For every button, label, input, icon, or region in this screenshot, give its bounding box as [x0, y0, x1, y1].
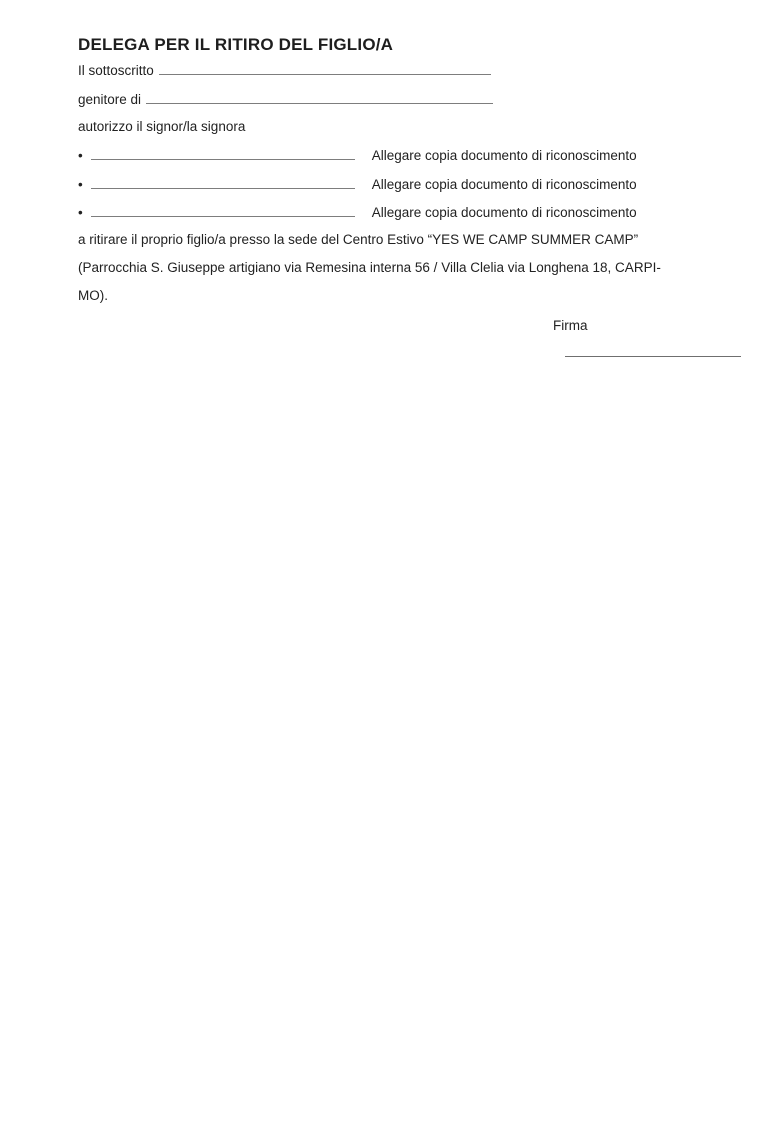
body-text-line-1: a ritirare il proprio figlio/a presso la sede del Centro Estivo “YES WE CAMP SUMMER CAMP” — [78, 232, 639, 247]
body-paragraph-line — [78, 232, 638, 247]
bullet-icon: • — [78, 177, 83, 192]
attach-document-note: Allegare copia documento di riconoscimento — [371, 205, 637, 220]
parent-label: genitore di — [78, 92, 142, 107]
delegate-name-fill-line-1[interactable] — [91, 147, 355, 160]
body-paragraph-line — [78, 288, 108, 303]
parent-row — [78, 91, 493, 107]
authorize-row — [78, 119, 245, 134]
body-paragraph-line — [78, 260, 661, 275]
signature-label: Firma — [553, 318, 588, 333]
document-title: DELEGA PER IL RITIRO DEL FIGLIO/A — [78, 35, 394, 55]
child-name-fill-line[interactable] — [146, 91, 493, 104]
delegate-row — [78, 204, 637, 220]
attach-document-note: Allegare copia documento di riconoscimento — [371, 148, 637, 163]
delegate-name-fill-line-3[interactable] — [91, 204, 355, 217]
body-text-line-2: (Parrocchia S. Giuseppe artigiano via Remesina interna 56 / Villa Clelia via Longhena 18, CARPI- — [78, 260, 661, 275]
delegate-row — [78, 147, 637, 163]
delegate-name-fill-line-2[interactable] — [91, 176, 355, 189]
delegate-row — [78, 176, 637, 192]
subscriber-label: Il sottoscritto — [78, 63, 154, 78]
body-text-line-3: MO). — [78, 288, 108, 303]
signature-line[interactable] — [565, 356, 741, 357]
attach-document-note: Allegare copia documento di riconoscimento — [371, 177, 637, 192]
subscriber-row — [78, 62, 491, 78]
bullet-icon: • — [78, 148, 83, 163]
subscriber-name-fill-line[interactable] — [159, 62, 491, 75]
authorize-text: autorizzo il signor/la signora — [78, 119, 246, 134]
bullet-icon: • — [78, 205, 83, 220]
